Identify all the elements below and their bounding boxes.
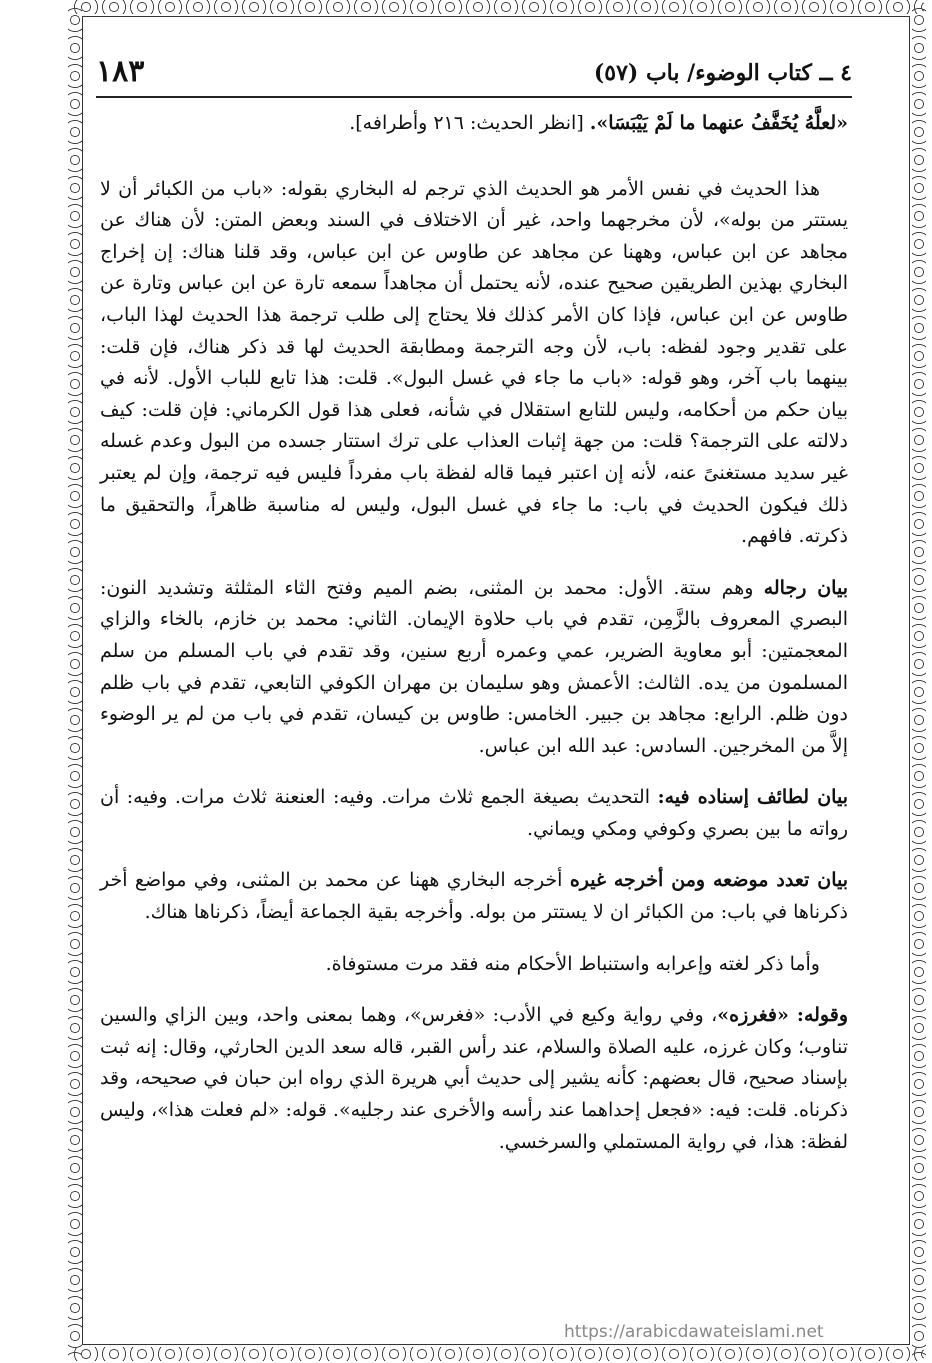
paragraph xyxy=(100,174,848,553)
paragraph-text: أخرجه البخاري ههنا عن محمد بن المثنى، وفي مواضع أخر ذكرناها في باب: من الكبائر ان لا يستتر من بوله. وأخرجه بقية الجماعة أيضاً، ذكرناها هناك. xyxy=(100,869,848,924)
paragraph-text: [انظر الحديث: ٢١٦ وأطرافه]. xyxy=(349,112,590,134)
page-header xyxy=(96,54,852,94)
main-text xyxy=(100,108,848,1178)
paragraph-text: هذا الحديث في نفس الأمر هو الحديث الذي ترجم له البخاري بقوله: «باب من الكبائر أن لا يستتر من بوله»، لأن مخرجهما واحد، غير أن الاختلاف في السند وبعض المتن: لأن هناك عن مجاهد عن ابن عباس، وههنا عن مجاهد عن طاوس عن ابن عباس، وقد قلنا هناك: إن إخراج البخاري بهذين الطريقين صحيح عنده، لأنه يحتمل أن مجاهداً سمعه تارة عن ابن عباس وتارة عن طاوس عن ابن عباس، فإذا كان الأمر كذلك فلا يحتاج إلى طلب ترجمة هذا الحديث لهذا الباب، على تقدير وجود لفظه: باب، لأن وجه الترجمة ومطابقة الحديث لها قد ذكر هناك، فإن قلت: بينهما باب آخر، وهو قوله: «باب ما جاء في غسل البول». قلت: هذا تابع للباب الأول. لأنه في بيان حكم من أحكامه، وليس للتابع استقلال في شأنه، فعلى هذا قول الكرماني: فإن قلت: كيف دلالته على الترجمة؟ قلت: من جهة إثبات العذاب على ترك استتار جسده من البول وعدم غسله غير سديد مستغنىً عنه، لأنه إن اعتبر فيما قاله لفظة باب مفرداً فليس فيه ترجمة، وإن لم يعتبر ذلك فيكون الحديث في باب: ما جاء في غسل البول، وليس له مناسبة ظاهراً، والتحقيق ما ذكرته. فافهم. xyxy=(100,177,848,548)
paragraph-lead: «لعلَّهُ يُخَفَّفُ عنهما ما لَمْ يَيْبَسَا». xyxy=(589,112,848,134)
paragraph-text: ، وفي رواية وكيع في الأدب: «فغرس»، وهما بمعنى واحد، وبين الزاي والسين تناوب؛ وكان غرزه، عليه الصلاة والسلام، عند رأس القبر، قاله سعد الدين الحارثي، وقال: إنه ثبت بإسناد صحيح، قال بعضهم: كأنه يشير إلى حديث أبي هريرة الذي رواه ابن حبان في صحيحه، وقد ذكرناه. قلت: فيه: «فجعل إحداهما عند رأسه والأخرى عند رجليه». قوله: «لم فعلت هذا»، وليس لفظة: هذا، في رواية المستملي والسرخسي. xyxy=(100,1004,848,1153)
paragraph xyxy=(100,949,848,981)
paragraph xyxy=(100,782,848,845)
paragraph-text: وأما ذكر لغته وإعرابه واستنباط الأحكام منه فقد مرت مستوفاة. xyxy=(325,952,820,975)
chapter-title: ٤ ــ كتاب الوضوء/ باب (٥٧) xyxy=(593,60,852,86)
ornamental-border-left xyxy=(68,6,82,1357)
ornamental-border-bottom xyxy=(72,1347,924,1361)
header-rule xyxy=(96,96,852,98)
paragraph-lead: بيان لطائف إسناده فيه: xyxy=(657,786,848,809)
paragraph xyxy=(100,865,848,928)
ornamental-border-top xyxy=(72,0,924,14)
paragraph-lead: وقوله: «فغرزه» xyxy=(717,1004,848,1027)
paragraph-lead: بيان رجاله xyxy=(763,576,848,599)
watermark: https://arabicdawateislami.net xyxy=(560,1322,828,1342)
ornamental-border-right xyxy=(912,6,926,1357)
paragraph xyxy=(100,108,848,140)
paragraph xyxy=(100,1000,848,1158)
page-number: ١٨٣ xyxy=(96,54,145,89)
paragraph-text: وهم ستة. الأول: محمد بن المثنى، بضم الميم وفتح الثاء المثلثة وتشديد النون: البصري المعروف بالزَّمِن، تقدم في باب حلاوة الإيمان. الثاني: محمد بن خازم، بالخاء والزاي المعجمتين: أبو معاوية الضرير، عمي وعمره أربع سنين، وقد تقدم في باب المسلم من سلم المسلمون من يده. الثالث: الأعمش وهو سليمان بن مهران الكوفي التابعي، تقدم في باب ظلم دون ظلم. الرابع: مجاهد بن جبير. الخامس: طاوس بن كيسان، تقدم في باب من لم ير الوضوء إلاَّ من المخرجين. السادس: عبد الله ابن عباس. xyxy=(100,576,848,757)
paragraph-text: التحديث بصيغة الجمع ثلاث مرات. وفيه: العنعنة ثلاث مرات. وفيه: أن رواته ما بين بصري وكوفي ومكي ويماني. xyxy=(100,786,848,840)
paragraph-lead: بيان تعدد موضعه ومن أخرجه غيره xyxy=(569,869,849,892)
paragraph xyxy=(100,573,848,763)
